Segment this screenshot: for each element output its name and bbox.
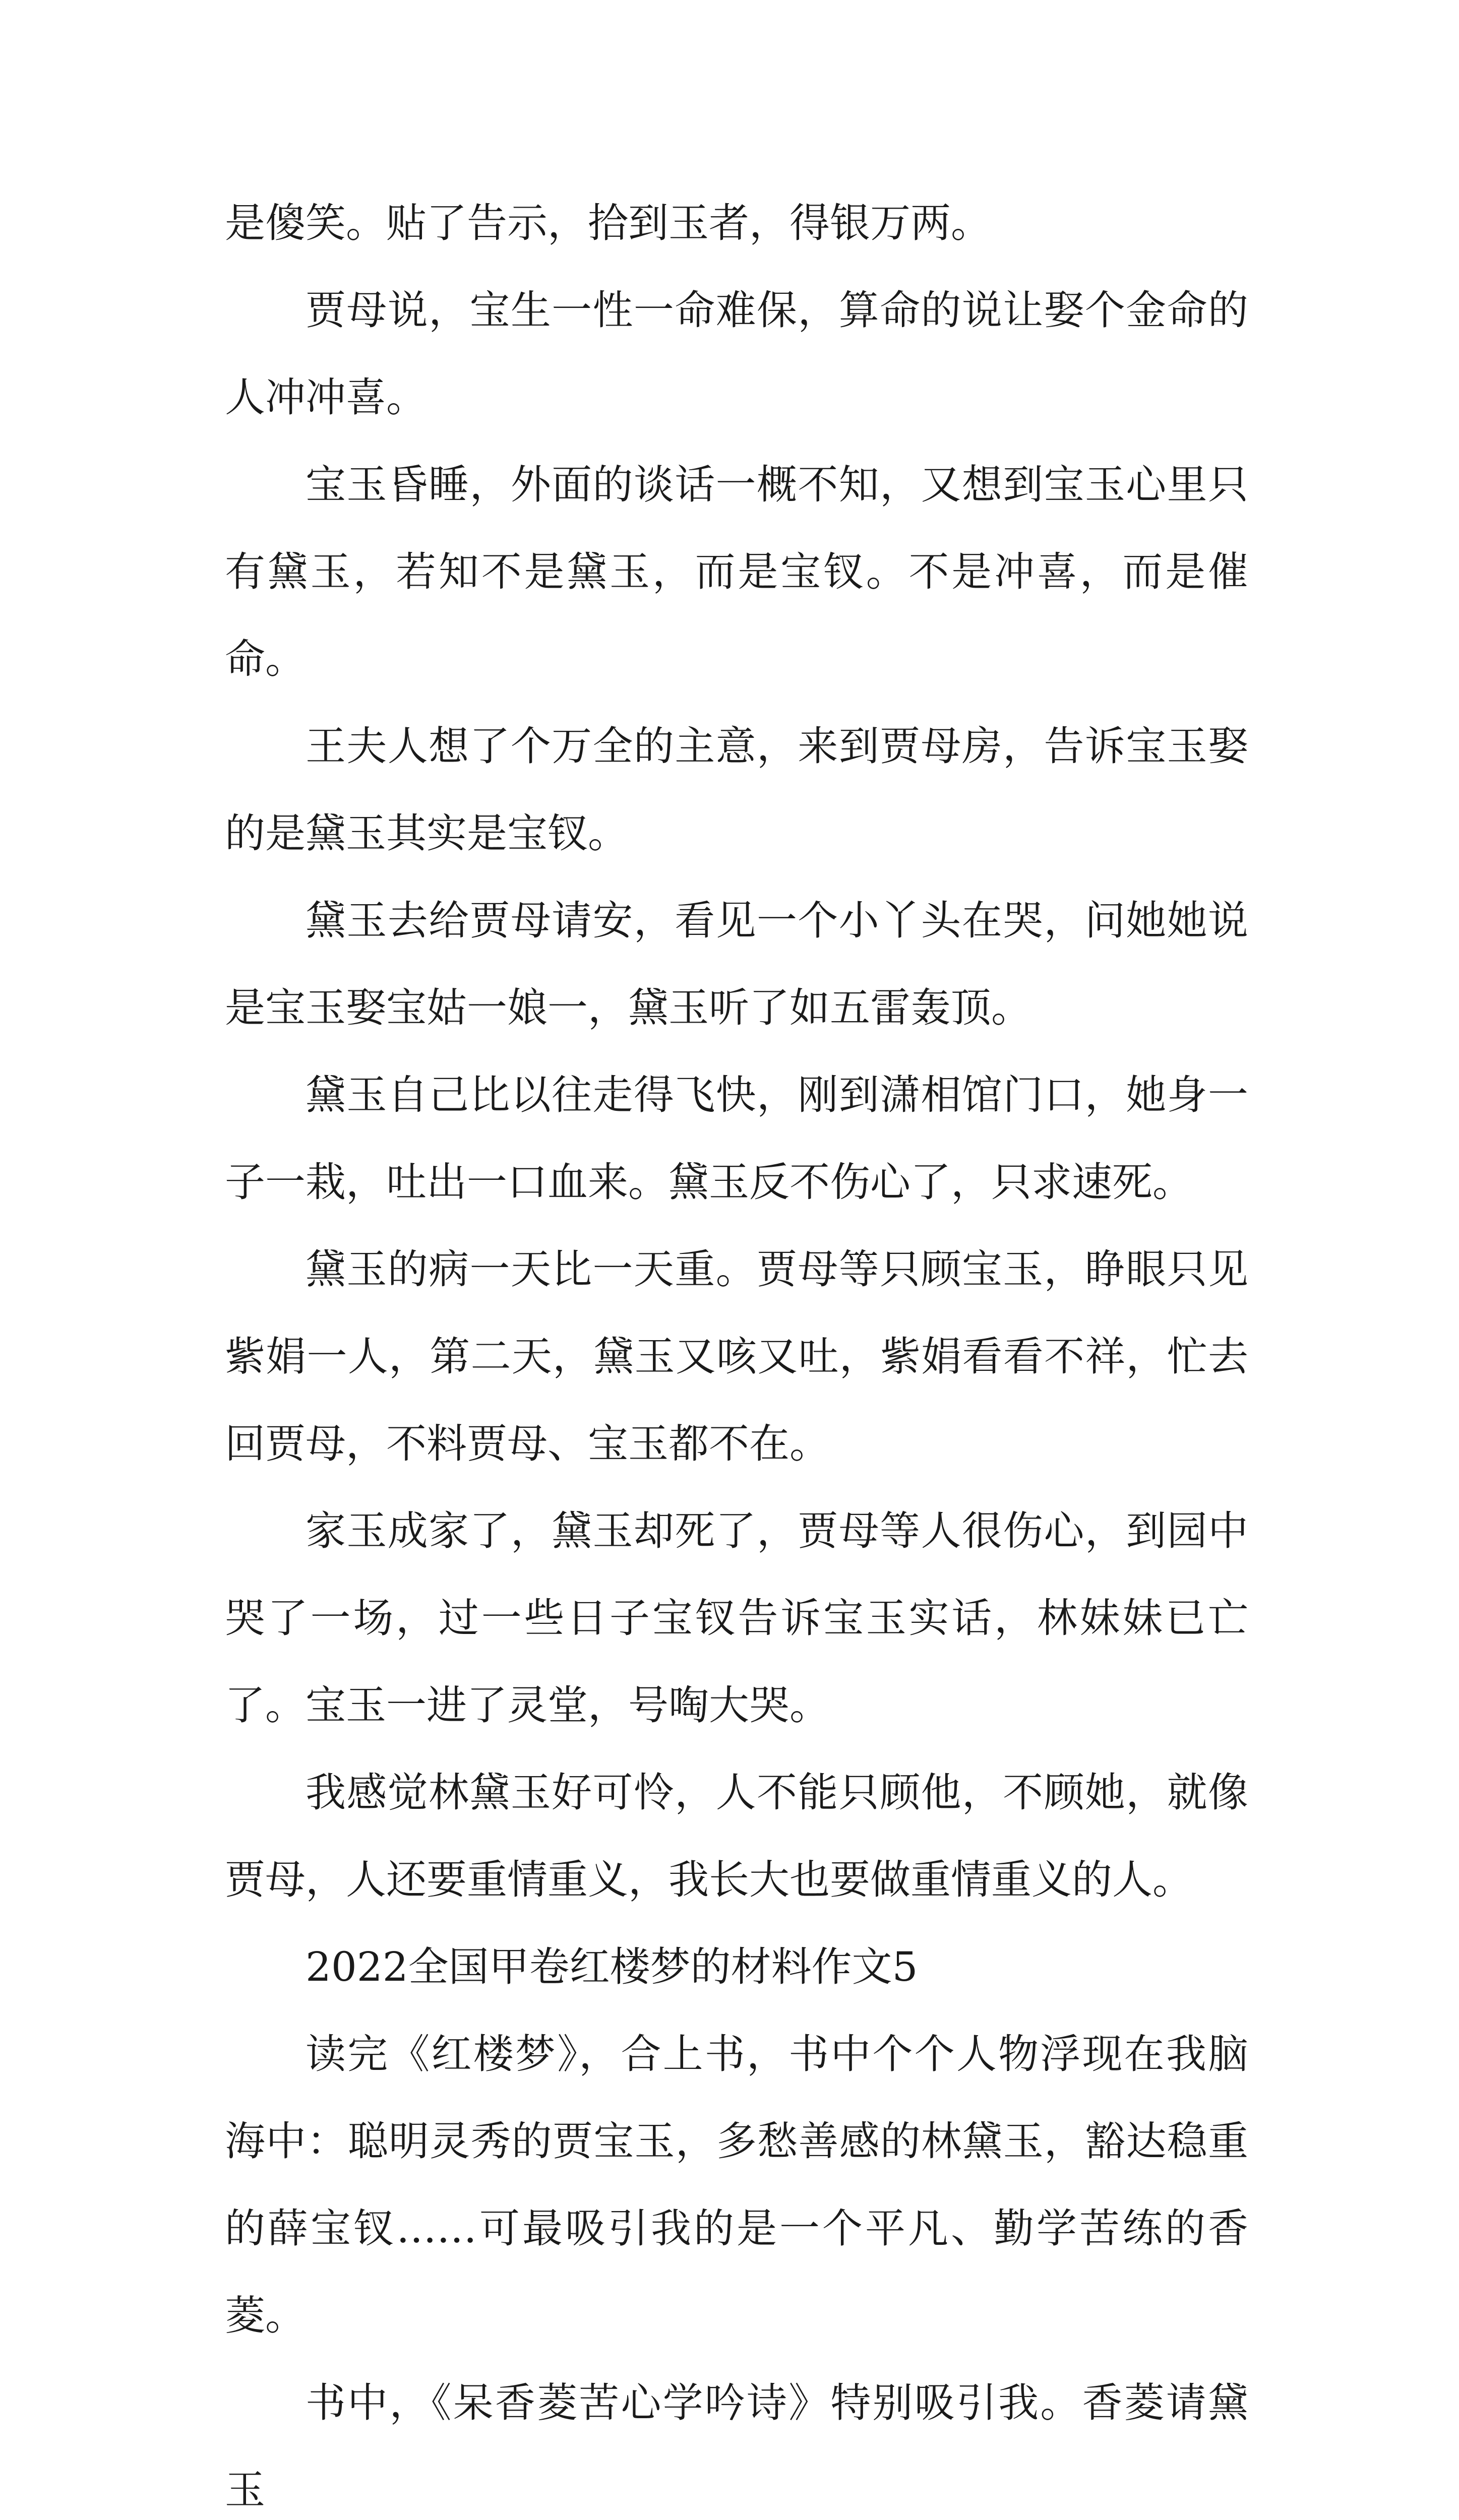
paragraph-1: 是傻笑。贴了告示，拾到玉者，得银万两。 [225, 200, 991, 246]
paragraph-2: 贾母说，宝生一性一命难保，算命的说让娶个金命的人冲冲喜。 [225, 287, 1248, 421]
paragraph-3: 宝玉昏睡，外面的谈话一概不知，又想到宝玉心里只有黛玉，若知不是黛玉，而是宝钗。不是冲喜，而是催命。 [225, 461, 1248, 682]
paragraph-11: 书中，《呆香菱苦心学吟诗》特别吸引我。香菱请黛玉 [225, 2379, 1248, 2513]
section-heading: 2022全国甲卷红楼梦的材料作文5 [306, 1943, 918, 1990]
body-text [225, 179, 1248, 2520]
paragraph-6: 黛玉自己比以往走得飞快，刚到潇相馆门口，她身一子一栽，吐出一口血来。黛玉反不伤心了，只求速死。 [225, 1072, 1248, 1206]
paragraph-8: 家玉成家了，黛玉却死了，贾母等人很伤心，到园中哭了一场，过一些日子宝钗告诉宝玉实话，林妹妹已亡了。宝玉一进了灵堂，号啕大哭。 [225, 1507, 1248, 1729]
paragraph-4: 王夫人想了个万全的主意，来到贾母房，告诉宝玉娶的是黛玉其实是宝钗。 [225, 723, 1248, 857]
paragraph-7: 黛玉的病一天比一天重。贾母等只顾宝玉，睁眼只见紫娟一人，第二天，黛玉又咳又吐，紫娟看看不祥，忙去回贾母，不料贾母、宝玉都不在。 [225, 1246, 1248, 1467]
paragraph-5: 黛玉去给贾母请安，看见一个小丫头在哭，问她她说是宝玉娶宝姑一娘一，黛玉听了如五雷轰顶。 [225, 897, 1248, 1031]
paragraph-10: 读完《红楼梦》，合上书，书中个个人物浮现在我脑海中：聪明灵秀的贾宝玉，多愁善感的林黛玉，豁达稳重的薛宝钗……可最吸引我的是一个平凡、勤学苦练的香菱。 [225, 2031, 1248, 2339]
paragraph-9: 我感觉林黛玉好可怜，人不能只顾他，不顾她，就像贾母，人还要重情重义，我长大也要做重情重义的人。 [225, 1769, 1248, 1903]
